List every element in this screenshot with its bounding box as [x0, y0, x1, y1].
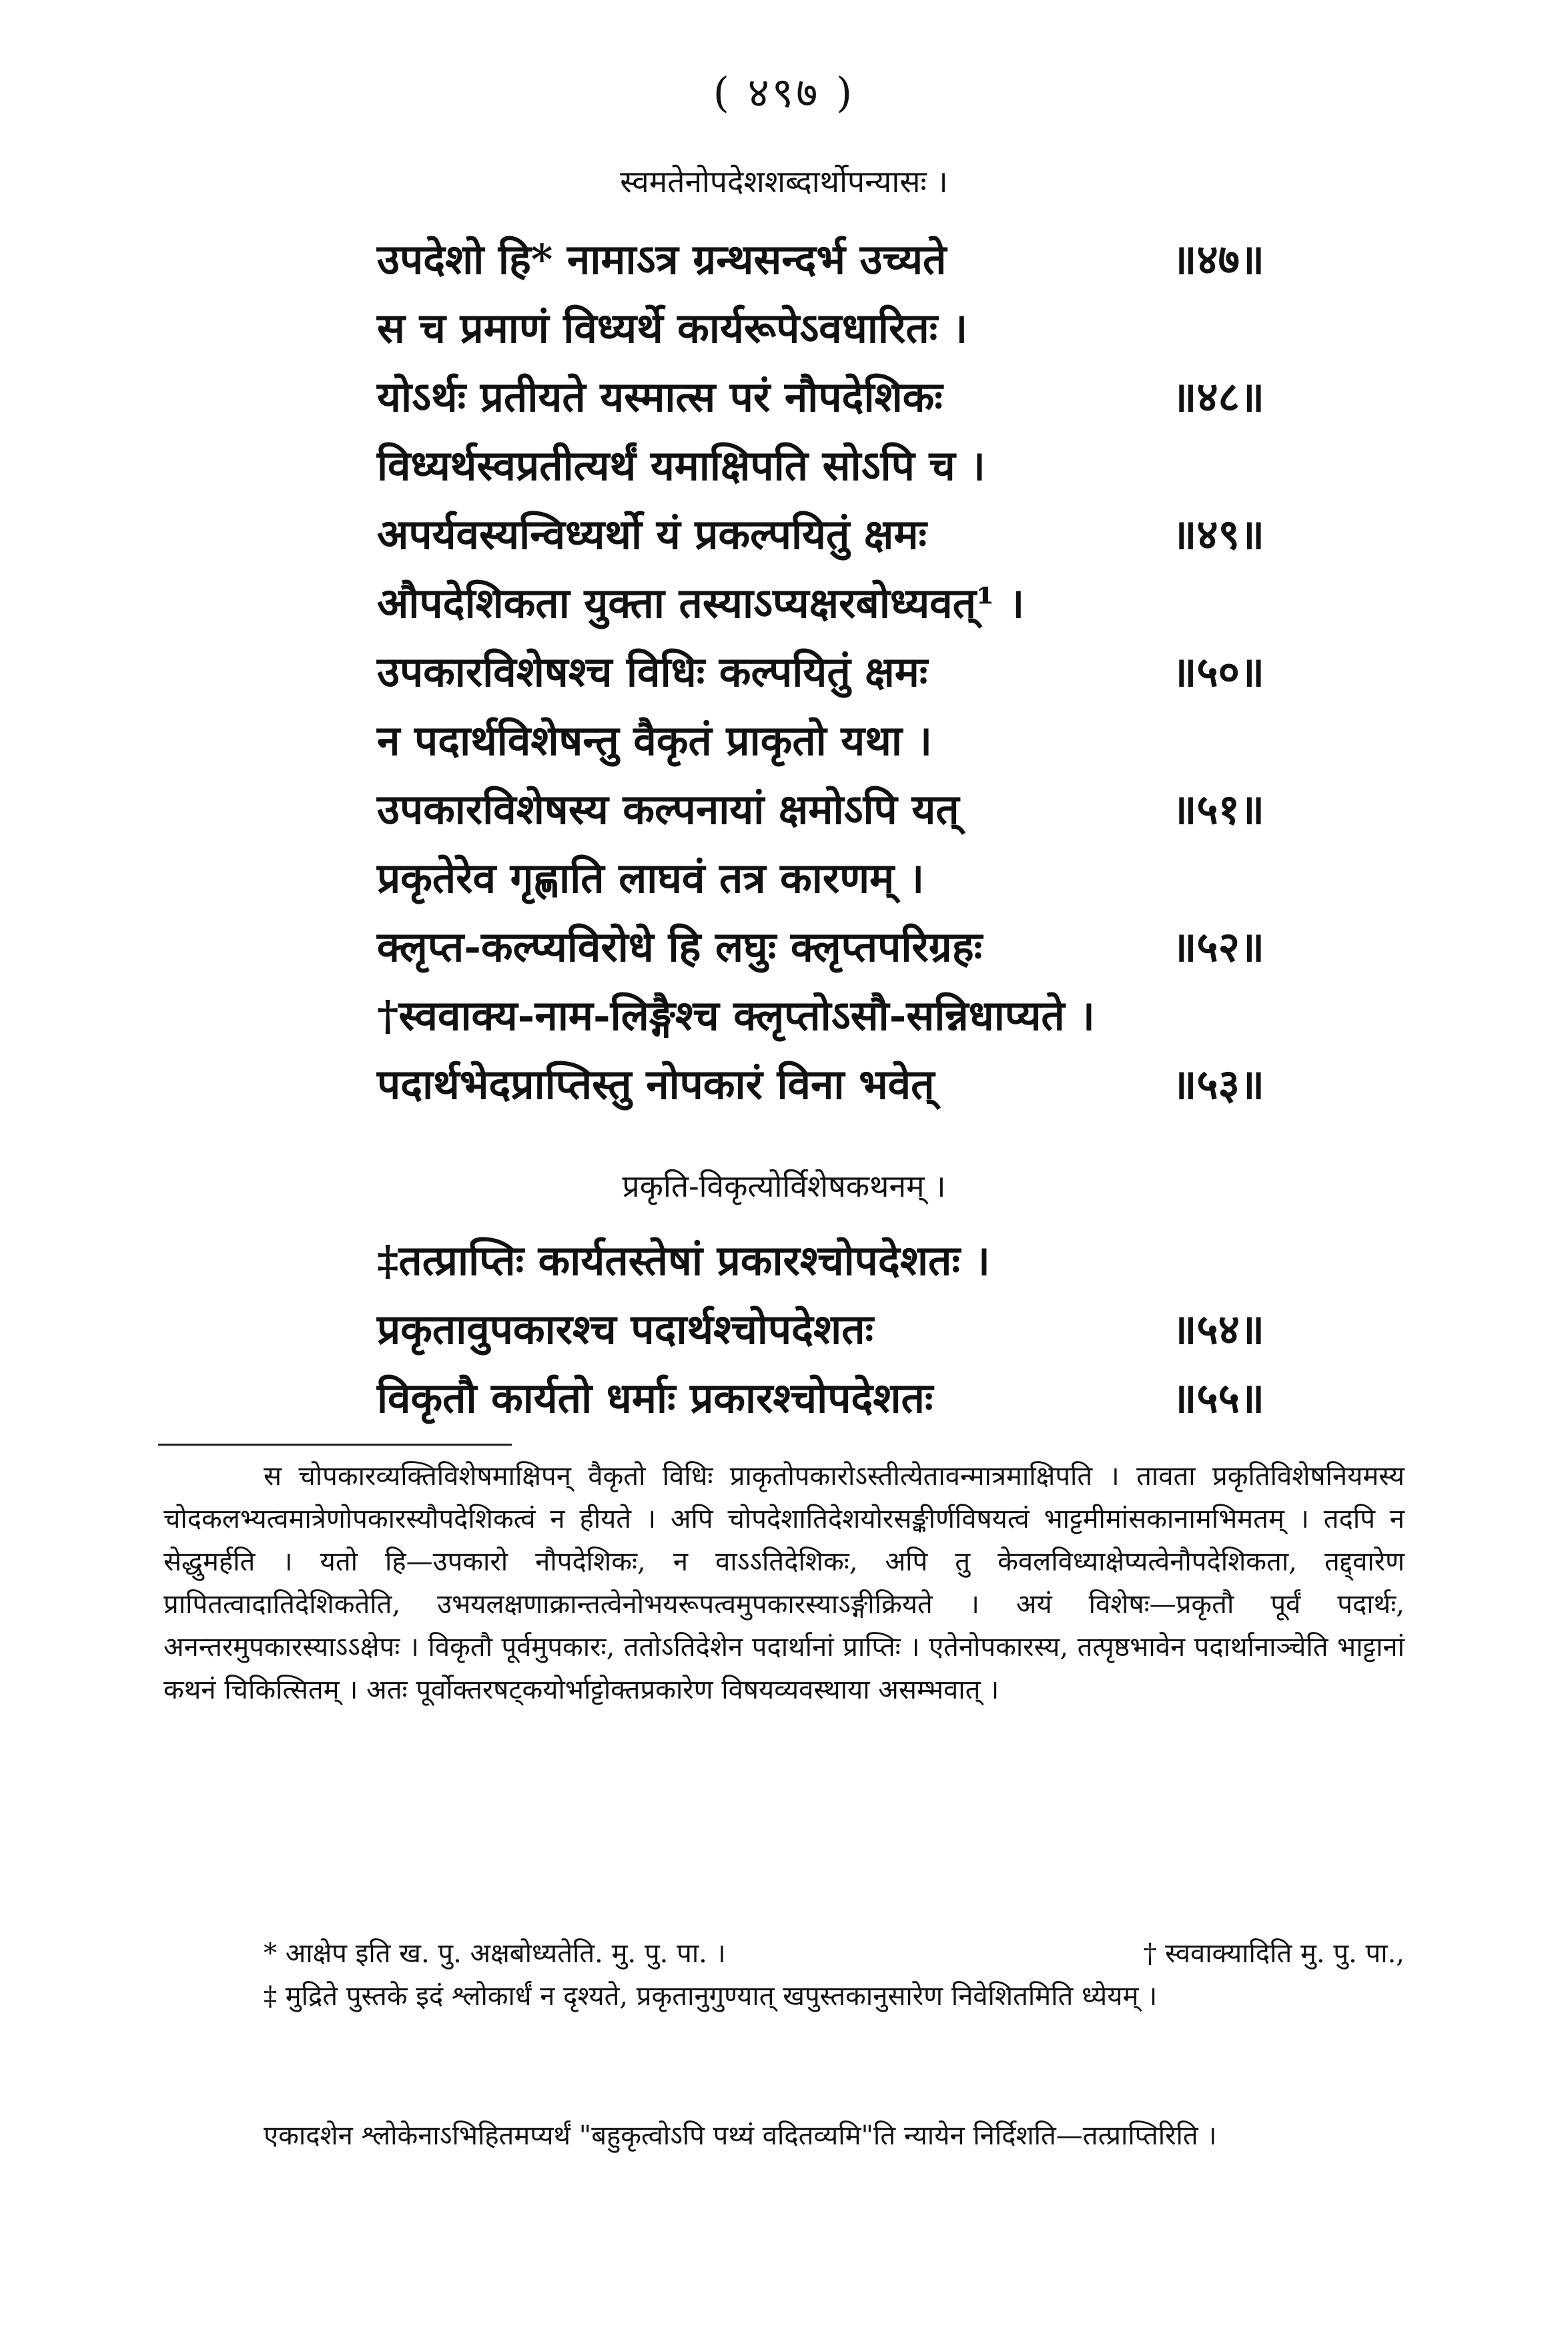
- verse-line: [377, 711, 1264, 768]
- verse-line: [377, 230, 1264, 286]
- verse-line: [377, 1055, 1264, 1111]
- verse-text: न पदार्थविशेषन्तु वैकृतं प्राकृतो यथा ।: [377, 716, 933, 765]
- verse-number: ॥४८॥: [1172, 372, 1264, 421]
- variant-readings: [163, 1932, 1405, 2018]
- verse-text: अपर्यवस्यन्विध्यर्थो यं प्रकल्पयितुं क्षमः: [377, 510, 927, 559]
- verse-line: [377, 643, 1264, 699]
- variant-note: † स्ववाक्यादिति मु. पु. पा.,: [1143, 1938, 1405, 1969]
- verse-text: उपकारविशेषश्च विधिः कल्पयितुं क्षमः: [377, 647, 928, 696]
- verse-line: [377, 368, 1264, 424]
- footnote-separator: [158, 1444, 512, 1446]
- verse-line: [377, 849, 1264, 905]
- verse-number: ॥५२॥: [1172, 922, 1264, 971]
- verse-line: [377, 505, 1264, 561]
- variant-note: * आक्षेप इति ख. पु. अक्षबोध्यतेति. मु. पु. पा. ।: [264, 1938, 726, 1969]
- verse-text: †स्ववाक्य-नाम-लिङ्गैश्च क्लृप्तोऽसौ-सन्निधाप्यते ।: [377, 991, 1095, 1040]
- variant-note: ‡ मुद्रिते पुस्तके इदं श्लोकार्धं न दृश्यते, प्रकृतानुगुण्यात् खपुस्तकानुसारेण निवेशितमिति ध्येयम् ।: [264, 1981, 1158, 2012]
- verse-line: [377, 918, 1264, 974]
- verse-text: क्लृप्त-कल्प्यविरोधे हि लघुः क्लृप्तपरिग्रहः: [377, 922, 983, 971]
- verse-number: ॥४९॥: [1172, 510, 1264, 559]
- verse-line: [377, 436, 1264, 493]
- verse-text: स च प्रमाणं विध्यर्थे कार्यरूपेऽवधारितः ।: [377, 304, 968, 352]
- verse-number: ॥५३॥: [1172, 1060, 1264, 1109]
- verse-text: प्रकृतेरेव गृह्णाति लाघवं तत्र कारणम् ।: [377, 854, 925, 902]
- verse-text: औपदेशिकता युक्ता तस्याऽप्यक्षरबोध्यवत्¹ ।: [377, 579, 1025, 627]
- page-number: ( ४९७ ): [713, 68, 855, 117]
- verse-line: [377, 299, 1264, 355]
- verse-line: [377, 780, 1264, 836]
- verse-text: ‡तत्प्राप्तिः कार्यतस्तेषां प्रकारश्चोपदेशतः ।: [377, 1236, 990, 1285]
- verse-number: ॥५५॥: [1172, 1374, 1264, 1422]
- verse-number: ॥५०॥: [1172, 647, 1264, 696]
- verse-text: विकृतौ कार्यतो धर्माः प्रकारश्चोपदेशतः: [377, 1374, 933, 1422]
- verse-text: विध्यर्थस्वप्रतीत्यर्थं यमाक्षिपति सोऽपि च ।: [377, 441, 986, 490]
- verse-line: [377, 986, 1264, 1043]
- section-heading: प्रकृति-विकृत्योर्विशेषकथनम् ।: [622, 1168, 946, 1204]
- section-heading: स्वमतेनोपदेशशब्दार्थोपन्यासः ।: [620, 164, 948, 200]
- variant-row: [163, 1932, 1405, 1975]
- commentary-footnote: एकादशेन श्लोकेनाऽभिहितमप्यर्थं "बहुकृत्वोऽपि पथ्यं वदितव्यमि"ति न्यायेन निर्दिशति—तत्प्राप्तिरिति ।: [264, 2120, 1217, 2151]
- verse-text: पदार्थभेदप्राप्तिस्तु नोपकारं विना भवेत्: [377, 1060, 935, 1109]
- verse-line: [377, 574, 1264, 630]
- verse-line: [377, 1369, 1264, 1425]
- verse-text: प्रकृतावुपकारश्च पदार्थश्चोपदेशतः: [377, 1305, 874, 1354]
- verse-text: उपकारविशेषस्य कल्पनायां क्षमोऽपि यत्: [377, 785, 959, 834]
- verse-number: ॥४७॥: [1172, 235, 1264, 284]
- verse-text: योऽर्थः प्रतीयते यस्मात्स परं नौपदेशिकः: [377, 372, 943, 421]
- verse-line: [377, 1231, 1264, 1287]
- verse-number: ॥५४॥: [1172, 1305, 1264, 1354]
- commentary-footnote: स चोपकारव्यक्तिविशेषमाक्षिपन् वैकृतो विधिः प्राकृतोपकारोऽस्तीत्येतावन्मात्रमाक्षिपति । तावता प्रकृतिविशेषनियमस्य चोदकलभ्यत्वमात्रेणोपकारस्यौपदेशिकत्वं न हीयते । अपि चोपदेशातिदेशयोरसङ्कीर्णविषयत्वं भाट्टमीमांसकानामभिमतम् । तदपि न सेद्धुमर्हति । यतो हि—उपकारो नौपदेशिकः, न वाऽऽतिदेशिकः, अपि तु केवलविध्याक्षेप्यत्वेनौपदेशिकता, तद्द्वारेण प्रापितत्वादातिदेशिकतेति, उभयलक्षणाक्रान्तत्वेनोभयरूपत्वमुपकारस्याऽङ्गीक्रियते । अयं विशेषः—प्रकृतौ पूर्वं पदार्थः, अनन्तरमुपकारस्याऽऽक्षेपः । विकृतौ पूर्वमुपकारः, ततोऽतिदेशेन पदार्थानां प्राप्तिः । एतेनोपकारस्य, तत्पृष्ठभावेन पदार्थानाञ्चेति भाट्टानां कथनं चिकित्सितम् । अतः पूर्वोक्तरषट्कयोर्भाट्टोक्तप्रकारेण विषयव्यवस्थाया असम्भवात् ।: [163, 1461, 1405, 1705]
- verse-number: ॥५१॥: [1172, 785, 1264, 834]
- verse-text: उपदेशो हि* नामाऽत्र ग्रन्थसन्दर्भ उच्यते: [377, 235, 947, 284]
- verse-line: [377, 1300, 1264, 1356]
